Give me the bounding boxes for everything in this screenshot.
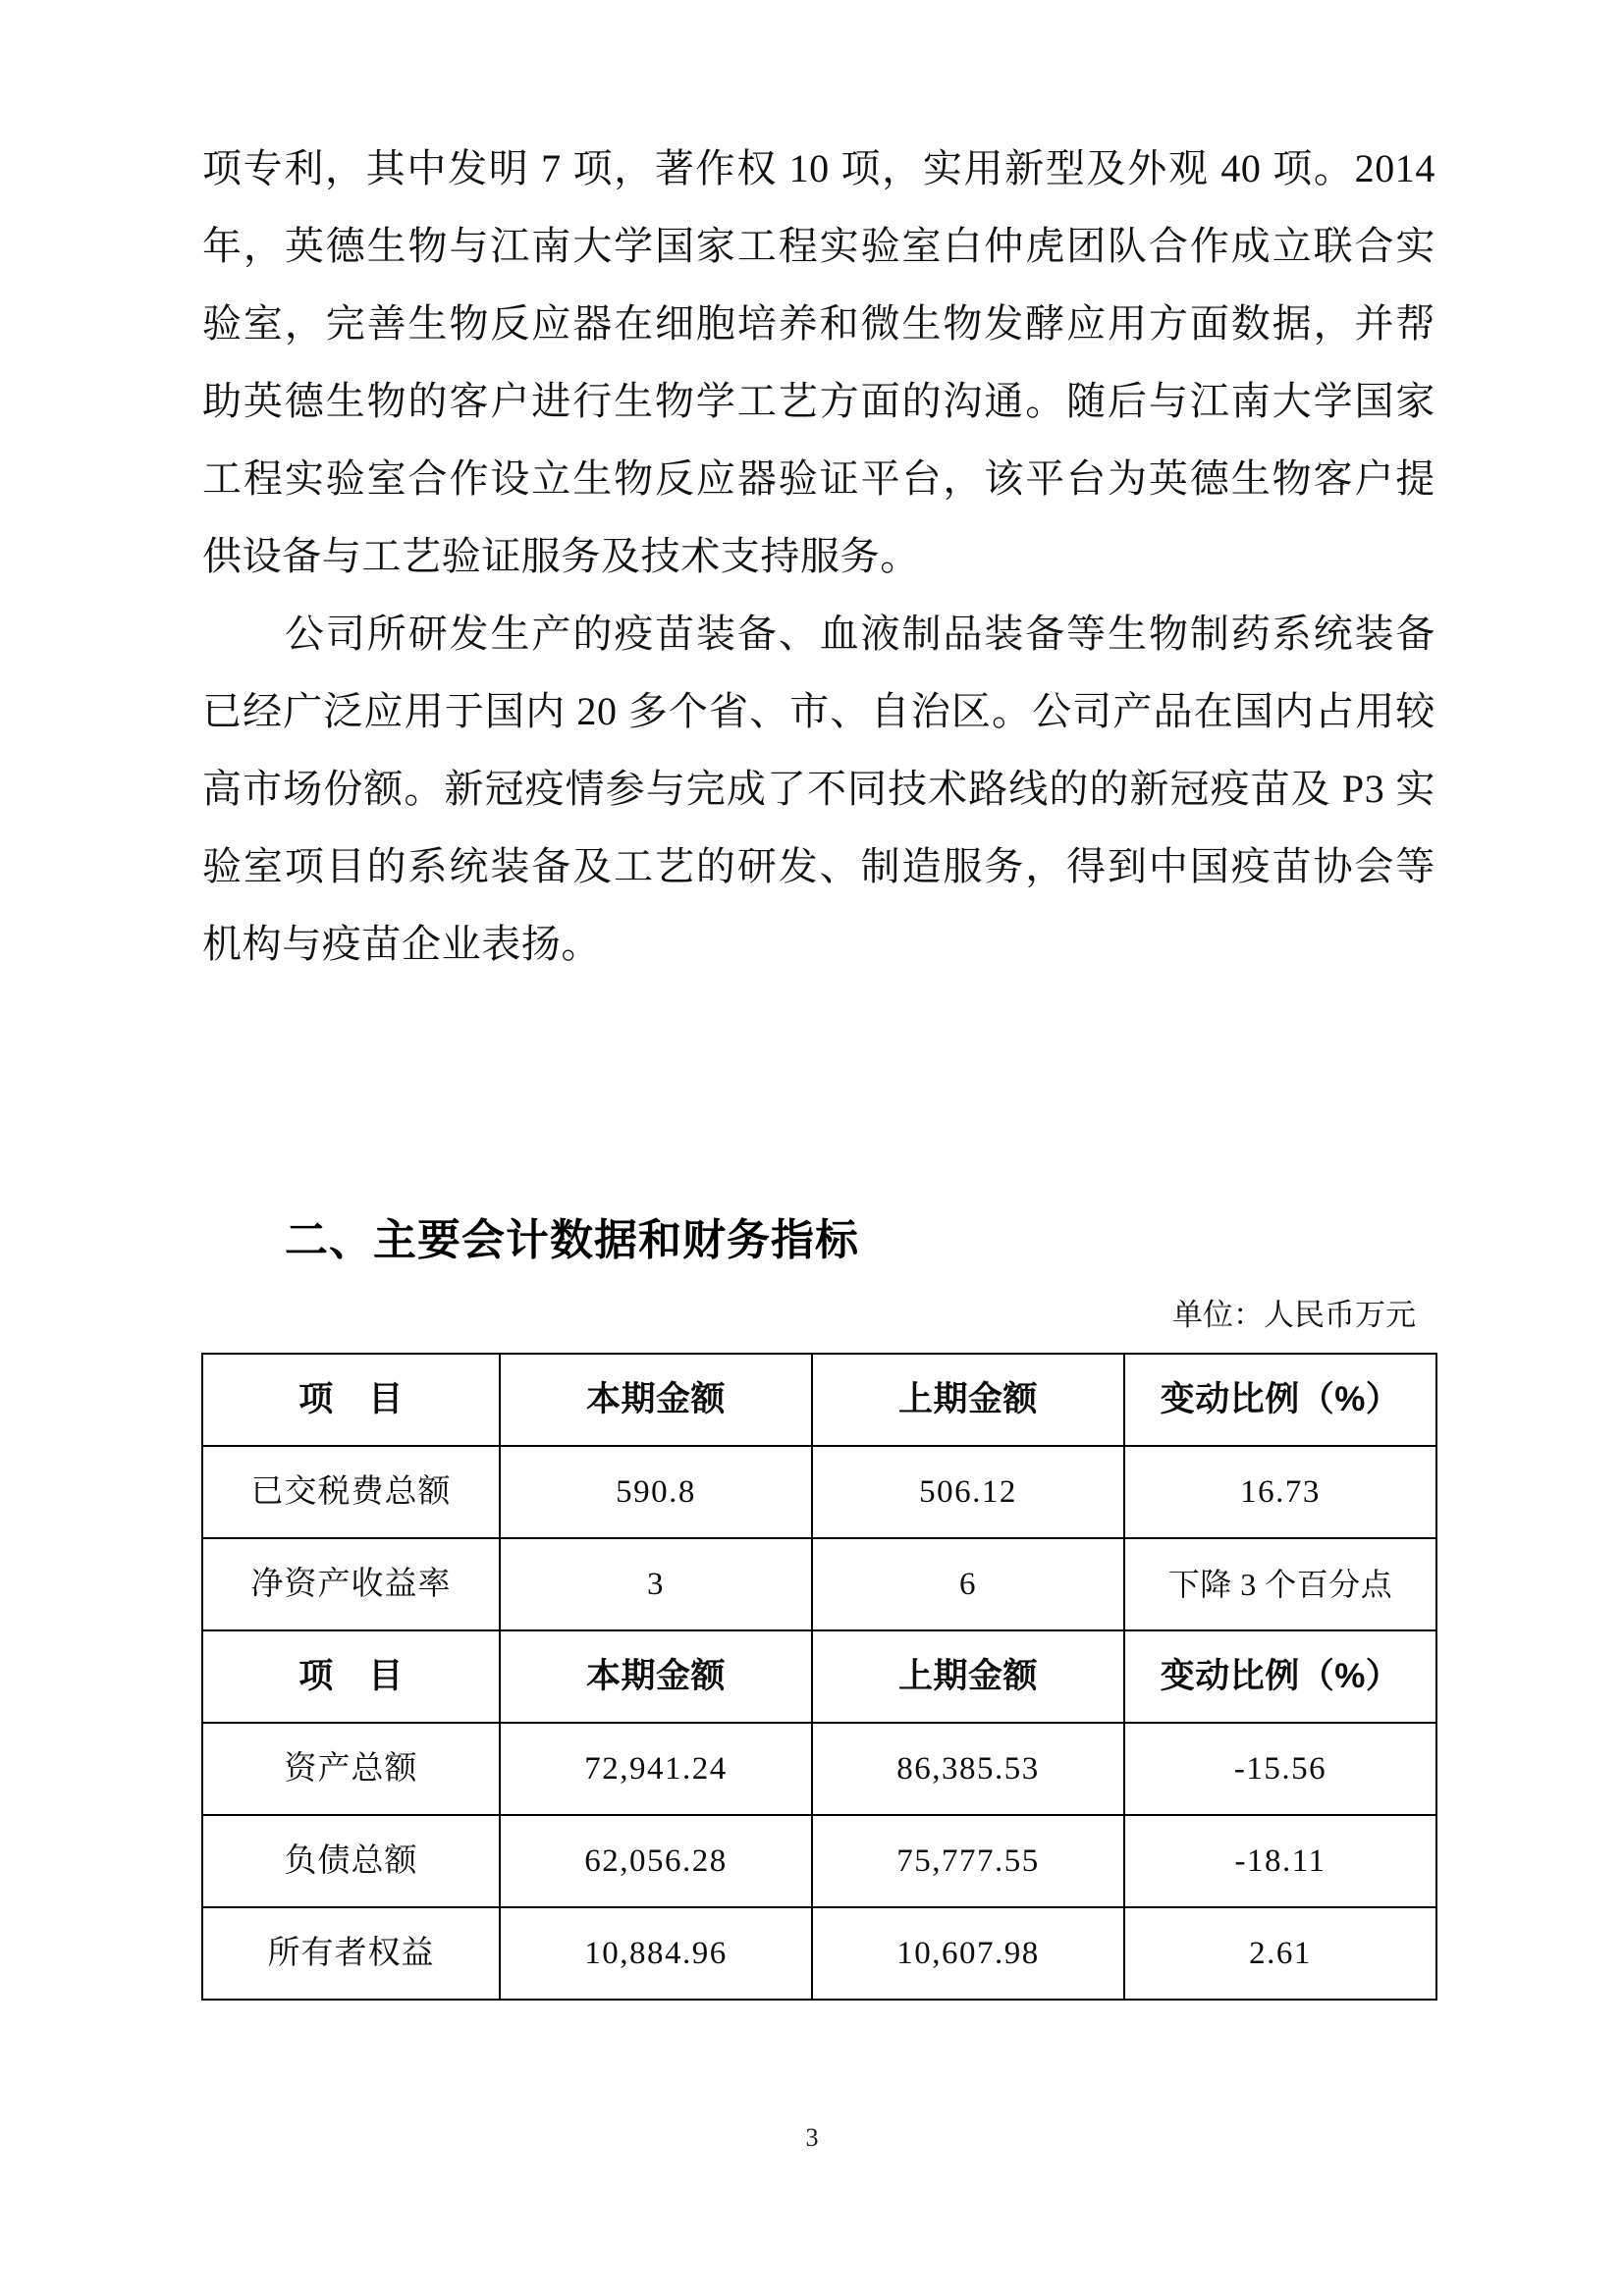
- table-header-row: [202, 1630, 1436, 1723]
- table-cell-change: 2.61: [1124, 1907, 1436, 2000]
- table-row: [202, 1446, 1436, 1538]
- table-header-cell-change: 变动比例（%）: [1124, 1630, 1436, 1723]
- table-header-row: [202, 1354, 1436, 1446]
- table-cell-current: 62,056.28: [500, 1815, 812, 1907]
- table-header-cell-previous: 上期金额: [812, 1630, 1124, 1723]
- table-cell-previous: 10,607.98: [812, 1907, 1124, 2000]
- section-heading: 二、主要会计数据和财务指标: [285, 1216, 859, 1264]
- table-cell-item: 净资产收益率: [202, 1538, 500, 1630]
- table-cell-change: 16.73: [1124, 1446, 1436, 1538]
- table-cell-item: 资产总额: [202, 1723, 500, 1815]
- table-row: [202, 1815, 1436, 1907]
- table-cell-item: 已交税费总额: [202, 1446, 500, 1538]
- table-cell-change: 下降 3 个百分点: [1124, 1538, 1436, 1630]
- table-cell-previous: 6: [812, 1538, 1124, 1630]
- table-row: [202, 1723, 1436, 1815]
- table-header-cell-previous: 上期金额: [812, 1354, 1124, 1446]
- table-header-cell-item: 项 目: [202, 1354, 500, 1446]
- table-cell-change: -18.11: [1124, 1815, 1436, 1907]
- table-cell-previous: 86,385.53: [812, 1723, 1124, 1815]
- table-unit-note: 单位：人民币万元: [1172, 1298, 1416, 1332]
- table-cell-current: 3: [500, 1538, 812, 1630]
- table-cell-current: 10,884.96: [500, 1907, 812, 2000]
- table-cell-previous: 506.12: [812, 1446, 1124, 1538]
- table-header-cell-change: 变动比例（%）: [1124, 1354, 1436, 1446]
- table-header-cell-current: 本期金额: [500, 1354, 812, 1446]
- table-header-cell-item: 项 目: [202, 1630, 500, 1723]
- table-row: [202, 1907, 1436, 2000]
- paragraph-1: 项专利，其中发明 7 项，著作权 10 项，实用新型及外观 40 项。2014 年，英德生物与江南大学国家工程实验室白仲虎团队合作成立联合实验室，完善生物反应器在细胞培养和微生物发酵应用方面数据，并帮助英德生物的客户进行生物学工艺方面的沟通。随后与江南大学国家工程实验室合作设立生物反应器验证平台，该平台为英德生物客户提供设备与工艺验证服务及技术支持服务。: [202, 146, 1435, 578]
- page-number: 3: [805, 2123, 819, 2152]
- table-cell-change: -15.56: [1124, 1723, 1436, 1815]
- body-text-block: [202, 130, 1435, 983]
- table-cell-current: 590.8: [500, 1446, 812, 1538]
- paragraph-2: 公司所研发生产的疫苗装备、血液制品装备等生物制药系统装备已经广泛应用于国内 20 多个省、市、自治区。公司产品在国内占用较高市场份额。新冠疫情参与完成了不同技术路线的的新冠疫苗及 P3 实验室项目的系统装备及工艺的研发、制造服务，得到中国疫苗协会等机构与疫苗企业表扬。: [202, 612, 1435, 966]
- table-cell-previous: 75,777.55: [812, 1815, 1124, 1907]
- financial-table: [201, 1353, 1437, 2001]
- table-header-cell-current: 本期金额: [500, 1630, 812, 1723]
- table-cell-item: 所有者权益: [202, 1907, 500, 2000]
- table-row: [202, 1538, 1436, 1630]
- table-cell-item: 负债总额: [202, 1815, 500, 1907]
- table-cell-current: 72,941.24: [500, 1723, 812, 1815]
